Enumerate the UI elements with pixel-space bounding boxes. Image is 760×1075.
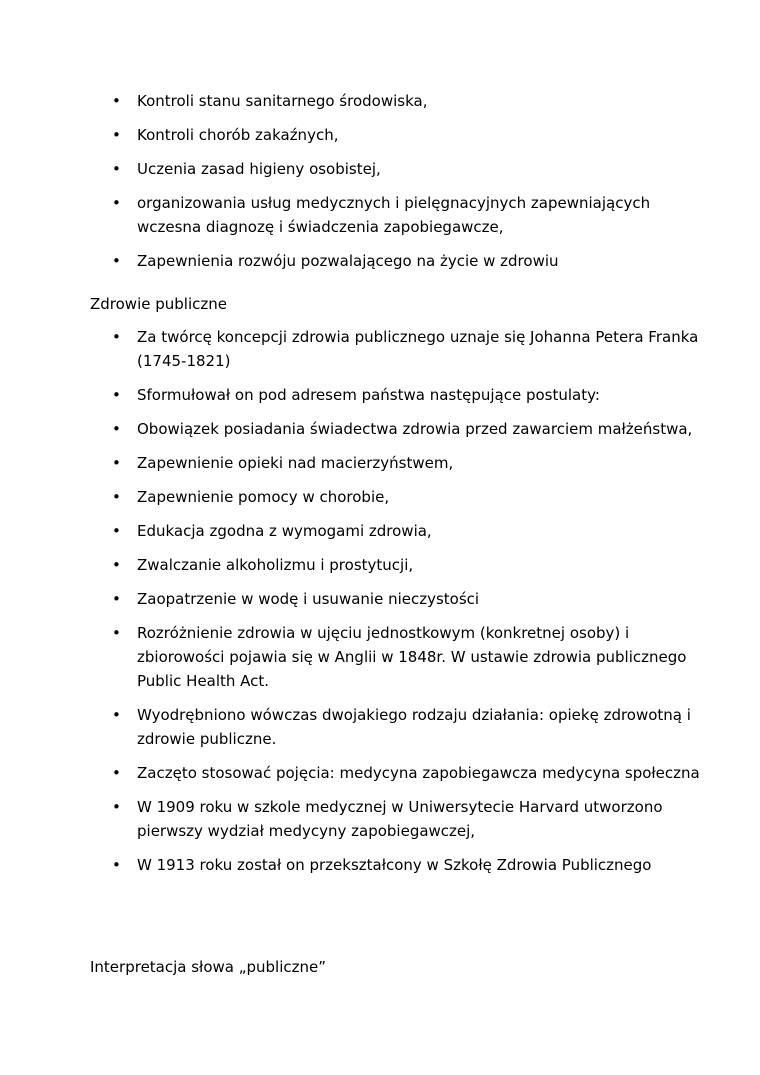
- list-item: [0, 249, 760, 273]
- list-item: [0, 853, 760, 877]
- bullet-icon: •: [112, 624, 121, 642]
- bullet-list-1: [0, 89, 760, 283]
- list-item-text: Za twórcę koncepcji zdrowia publicznego uznaje się Johanna Petera Franka (1745-1821): [137, 328, 699, 370]
- list-item: [0, 795, 760, 843]
- list-item: [0, 519, 760, 543]
- bullet-icon: •: [112, 328, 121, 346]
- list-item-text: Zapewnienie pomocy w chorobie,: [137, 488, 390, 506]
- list-item-text: Uczenia zasad higieny osobistej,: [137, 160, 381, 178]
- bullet-icon: •: [112, 522, 121, 540]
- bullet-icon: •: [112, 92, 121, 110]
- list-item: [0, 417, 760, 441]
- list-item: [0, 383, 760, 407]
- list-item-text: Kontroli chorób zakaźnych,: [137, 126, 339, 144]
- bullet-icon: •: [112, 556, 121, 574]
- list-item: [0, 553, 760, 577]
- list-item: [0, 191, 760, 239]
- bullet-icon: •: [112, 252, 121, 270]
- list-item-text: Zaczęto stosować pojęcia: medycyna zapobiegawcza medycyna społeczna: [137, 764, 700, 782]
- list-item-text: Zwalczanie alkoholizmu i prostytucji,: [137, 556, 414, 574]
- list-item: [0, 485, 760, 509]
- list-item-text: Kontroli stanu sanitarnego środowiska,: [137, 92, 428, 110]
- list-item-text: Sformułował on pod adresem państwa następujące postulaty:: [137, 386, 600, 404]
- list-item: [0, 89, 760, 113]
- bullet-icon: •: [112, 706, 121, 724]
- list-item-text: Obowiązek posiadania świadectwa zdrowia przed zawarciem małżeństwa,: [137, 420, 693, 438]
- list-item: [0, 123, 760, 147]
- list-item-text: Zaopatrzenie w wodę i usuwanie nieczystości: [137, 590, 480, 608]
- bullet-icon: •: [112, 798, 121, 816]
- bullet-list-2: [0, 325, 760, 887]
- bullet-icon: •: [112, 590, 121, 608]
- list-item: [0, 157, 760, 181]
- bullet-icon: •: [112, 160, 121, 178]
- list-item-text: Edukacja zgodna z wymogami zdrowia,: [137, 522, 432, 540]
- list-item-text: Rozróżnienie zdrowia w ujęciu jednostkowym (konkretnej osoby) i zbiorowości pojawia się w Anglii w 1848r. W ustawie zdrowia publicznego Public Health Act.: [137, 624, 687, 690]
- list-item-text: Zapewnienie opieki nad macierzyństwem,: [137, 454, 454, 472]
- bullet-icon: •: [112, 194, 121, 212]
- list-item-text: Wyodrębniono wówczas dwojakiego rodzaju działania: opiekę zdrowotną i zdrowie publiczne.: [137, 706, 691, 748]
- list-item-text: W 1913 roku został on przekształcony w Szkołę Zdrowia Publicznego: [137, 856, 652, 874]
- list-item-text: Zapewnienia rozwóju pozwalającego na życie w zdrowiu: [137, 252, 559, 270]
- list-item: [0, 451, 760, 475]
- bullet-icon: •: [112, 420, 121, 438]
- bullet-icon: •: [112, 856, 121, 874]
- list-item: [0, 325, 760, 373]
- bullet-icon: •: [112, 386, 121, 404]
- list-item: [0, 703, 760, 751]
- bullet-icon: •: [112, 488, 121, 506]
- bullet-icon: •: [112, 126, 121, 144]
- bullet-icon: •: [112, 764, 121, 782]
- list-item: [0, 587, 760, 611]
- section-heading-zdrowie-publiczne: Zdrowie publiczne: [90, 295, 227, 313]
- list-item: [0, 621, 760, 693]
- list-item-text: W 1909 roku w szkole medycznej w Uniwersytecie Harvard utworzono pierwszy wydział medycyny zapobiegawczej,: [137, 798, 663, 840]
- bullet-icon: •: [112, 454, 121, 472]
- section-heading-interpretacja: Interpretacja słowa „publiczne”: [90, 958, 327, 976]
- list-item-text: organizowania usług medycznych i pielęgnacyjnych zapewniających wczesna diagnozę i świadczenia zapobiegawcze,: [137, 194, 651, 236]
- list-item: [0, 761, 760, 785]
